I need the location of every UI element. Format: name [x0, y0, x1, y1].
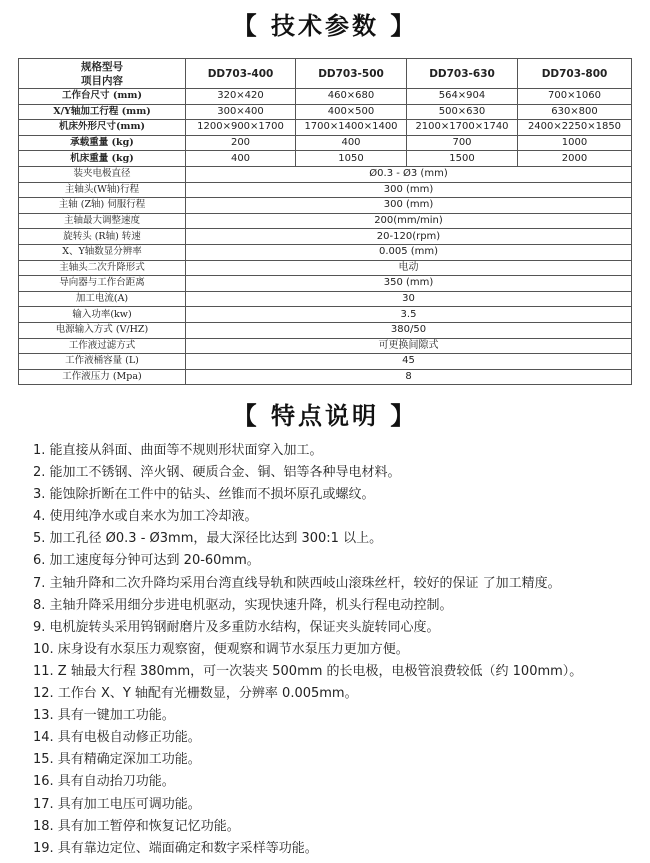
feature-item: 14. 具有电极自动修正功能。: [33, 730, 201, 746]
spec-row: [19, 369, 632, 385]
spec-row-label: 工作液过滤方式: [19, 338, 186, 354]
spec-value-cell: 564×904: [407, 89, 518, 105]
spec-merged-value-cell: 200(mm/min): [186, 213, 632, 229]
feature-item: 16. 具有自动抬刀功能。: [33, 774, 175, 790]
spec-value-cell: 500×630: [407, 104, 518, 120]
feature-item: 2. 能加工不锈钢、淬火钢、硬质合金、铜、铝等各种导电材料。: [33, 465, 401, 481]
spec-value-cell: 1500: [407, 151, 518, 167]
spec-merged-value-cell: 3.5: [186, 307, 632, 323]
feature-item: 7. 主轴升降和二次升降均采用台湾直线导轨和陕西岐山滚珠丝杆，较好的保证 了加工精度。: [33, 575, 561, 591]
feature-list: [33, 440, 643, 860]
spec-row: [19, 198, 632, 214]
feature-item: 18. 具有加工暂停和恢复记忆功能。: [33, 818, 240, 834]
spec-row: [19, 307, 632, 323]
spec-header-row: [19, 59, 632, 89]
spec-value-cell: 200: [186, 135, 296, 151]
spec-value-cell: 400×500: [296, 104, 407, 120]
spec-value-cell: 1200×900×1700: [186, 120, 296, 136]
model-header: DD703-500: [296, 59, 407, 89]
spec-value-cell: 400: [296, 135, 407, 151]
spec-merged-value-cell: 30: [186, 291, 632, 307]
spec-row-label: 工作液压力 (Mpa): [19, 369, 186, 385]
spec-row: [19, 89, 632, 105]
spec-row-label: 电源输入方式 (V/HZ): [19, 322, 186, 338]
spec-row: [19, 182, 632, 198]
spec-value-cell: 700: [407, 135, 518, 151]
spec-merged-value-cell: 0.005 (mm): [186, 244, 632, 260]
model-header: DD703-400: [186, 59, 296, 89]
spec-row-label: X、Y轴数显分辨率: [19, 244, 186, 260]
spec-row-label: 输入功率(kw): [19, 307, 186, 323]
spec-row-label: 机床外形尺寸(mm): [19, 120, 186, 136]
spec-value-cell: 700×1060: [518, 89, 632, 105]
spec-row: [19, 338, 632, 354]
spec-row-label: 工作液桶容量 (L): [19, 354, 186, 370]
spec-row: [19, 120, 632, 136]
spec-merged-value-cell: 电动: [186, 260, 632, 276]
spec-section-title: 【 技术参数 】: [232, 11, 418, 40]
feature-item: 10. 床身设有水泵压力观察窗，便观察和调节水泵压力更加方便。: [33, 641, 409, 657]
spec-row: [19, 151, 632, 167]
spec-row-label: 主轴头(W轴)行程: [19, 182, 186, 198]
spec-row: [19, 166, 632, 182]
corner-item-label: 项目内容: [81, 74, 123, 87]
feature-item: 1. 能直接从斜面、曲面等不规则形状面穿入加工。: [33, 443, 323, 458]
spec-merged-value-cell: Ø0.3 - Ø3 (mm): [186, 166, 632, 182]
spec-row: [19, 135, 632, 151]
spec-row: [19, 291, 632, 307]
feature-item: 8. 主轴升降采用细分步进电机驱动，实现快速升降，机头行程电动控制。: [33, 597, 453, 613]
spec-value-cell: 2000: [518, 151, 632, 167]
spec-row-label: 加工电流(A): [19, 291, 186, 307]
spec-merged-value-cell: 45: [186, 354, 632, 370]
spec-row-label: 机床重量 (kg): [19, 151, 186, 167]
spec-row: [19, 213, 632, 229]
spec-value-cell: 1000: [518, 135, 632, 151]
spec-value-cell: 320×420: [186, 89, 296, 105]
spec-row-label: 旋转头 (R轴) 转速: [19, 229, 186, 245]
spec-row: [19, 322, 632, 338]
spec-merged-value-cell: 20-120(rpm): [186, 229, 632, 245]
feature-item: 19. 具有靠边定位、端面确定和数字采样等功能。: [33, 840, 318, 856]
model-header: DD703-800: [518, 59, 632, 89]
spec-row-label: X/Y轴加工行程 (mm): [19, 104, 186, 120]
spec-merged-value-cell: 380/50: [186, 322, 632, 338]
spec-merged-value-cell: 350 (mm): [186, 276, 632, 292]
spec-value-cell: 2100×1700×1740: [407, 120, 518, 136]
feature-item: 11. Z 轴最大行程 380mm，可一次装夹 500mm 的长电极，电极管浪费较低（约 100mm）。: [33, 663, 583, 679]
spec-corner-cell: [19, 59, 186, 89]
spec-row-label: 主轴 (Z轴) 伺服行程: [19, 198, 186, 214]
spec-value-cell: 630×800: [518, 104, 632, 120]
feature-item: 3. 能蚀除折断在工件中的钻头、丝锥而不损坏原孔或螺纹。: [33, 487, 375, 503]
spec-row: [19, 244, 632, 260]
spec-row: [19, 229, 632, 245]
feature-item: 12. 工作台 X、Y 轴配有光栅数显，分辨率 0.005mm。: [33, 686, 358, 702]
spec-table: [18, 58, 632, 385]
corner-model-label: 规格型号: [81, 60, 123, 73]
spec-value-cell: 2400×2250×1850: [518, 120, 632, 136]
spec-row-label: 装夹电极直径: [19, 166, 186, 182]
spec-merged-value-cell: 8: [186, 369, 632, 385]
spec-value-cell: 1050: [296, 151, 407, 167]
spec-row: [19, 260, 632, 276]
spec-row: [19, 354, 632, 370]
feature-section-title: 【 特点说明 】: [232, 401, 418, 430]
model-header: DD703-630: [407, 59, 518, 89]
spec-value-cell: 300×400: [186, 104, 296, 120]
spec-value-cell: 400: [186, 151, 296, 167]
feature-item: 15. 具有精确定深加工功能。: [33, 752, 201, 768]
feature-item: 4. 使用纯净水或自来水为加工冷却液。: [33, 509, 258, 525]
spec-row-label: 导向器与工作台距离: [19, 276, 186, 292]
spec-row-label: 承载重量 (kg): [19, 135, 186, 151]
feature-item: 13. 具有一键加工功能。: [33, 708, 175, 724]
spec-merged-value-cell: 300 (mm): [186, 182, 632, 198]
spec-row-label: 主轴头二次升降形式: [19, 260, 186, 276]
feature-item: 9. 电机旋转头采用钨钢耐磨片及多重防水结构，保证夹头旋转同心度。: [33, 619, 440, 635]
spec-value-cell: 460×680: [296, 89, 407, 105]
feature-item: 5. 加工孔径 Ø0.3 - Ø3mm，最大深径比达到 300:1 以上。: [33, 531, 383, 547]
spec-row: [19, 276, 632, 292]
spec-row: [19, 104, 632, 120]
spec-merged-value-cell: 300 (mm): [186, 198, 632, 214]
feature-item: 17. 具有加工电压可调功能。: [33, 796, 201, 812]
spec-merged-value-cell: 可更换间隙式: [186, 338, 632, 354]
spec-value-cell: 1700×1400×1400: [296, 120, 407, 136]
spec-row-label: 主轴最大调整速度: [19, 213, 186, 229]
feature-item: 6. 加工速度每分钟可达到 20-60mm。: [33, 553, 260, 569]
spec-row-label: 工作台尺寸 (mm): [19, 89, 186, 105]
